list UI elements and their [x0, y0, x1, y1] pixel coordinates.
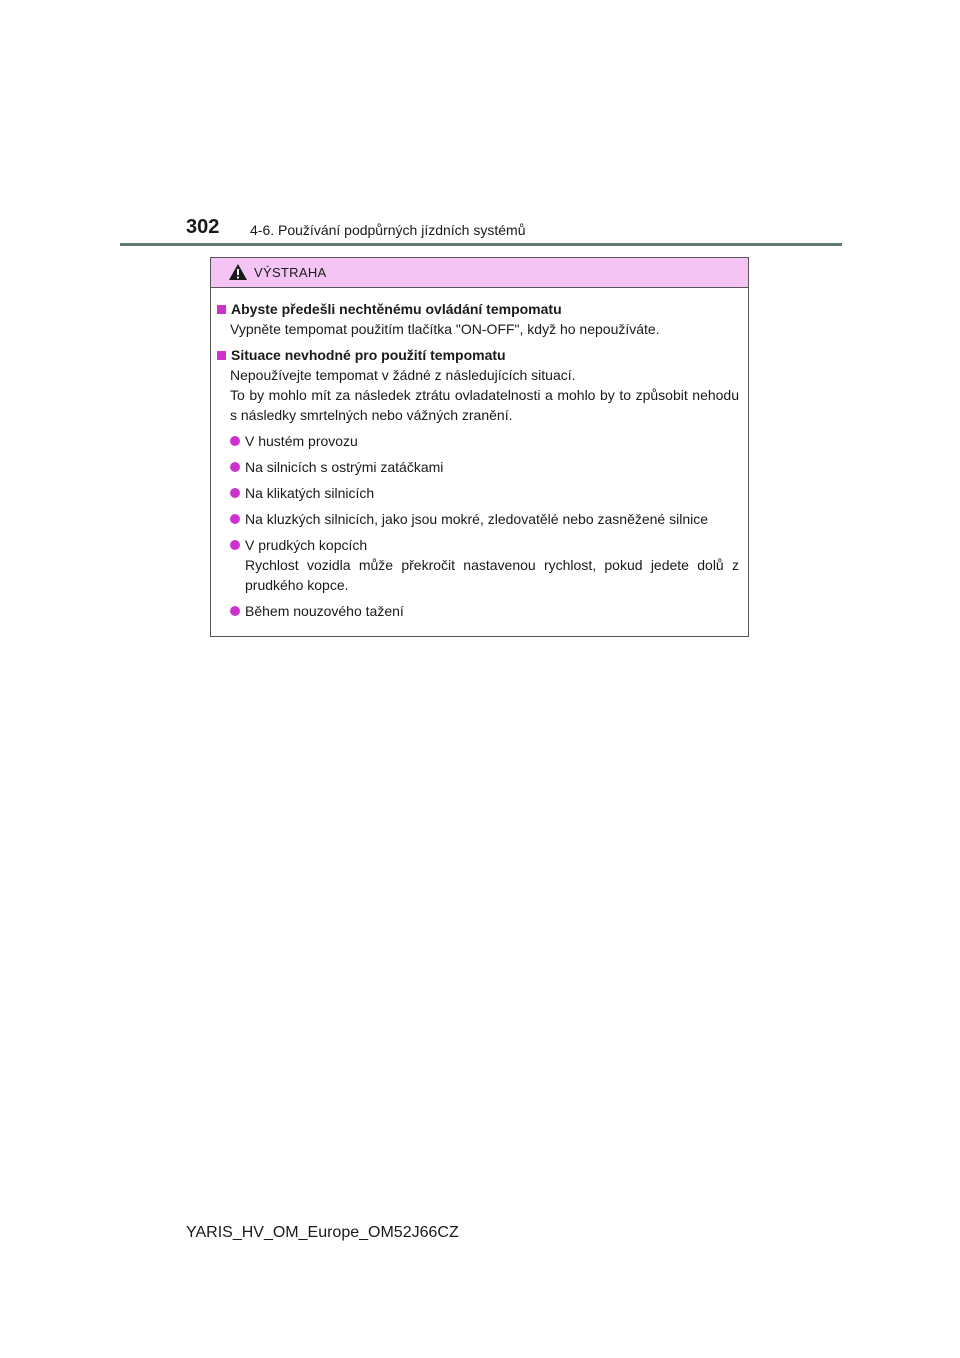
section-heading	[217, 345, 739, 365]
square-bullet-icon	[217, 351, 226, 360]
list-item-content	[245, 535, 739, 595]
warning-box	[210, 257, 749, 637]
list-item	[230, 509, 739, 529]
round-bullet-icon	[230, 606, 240, 616]
list-item	[230, 535, 739, 595]
list-item	[230, 431, 739, 451]
list-item	[230, 483, 739, 503]
warning-section	[217, 299, 739, 339]
warning-header	[211, 258, 748, 288]
section-title: 4-6. Používání podpůrných jízdních systémů	[250, 222, 526, 238]
document-id: YARIS_HV_OM_Europe_OM52J66CZ	[186, 1224, 459, 1241]
list-item	[230, 601, 739, 621]
list-item-text: Na silnicích s ostrými zatáčkami	[245, 459, 444, 475]
header-divider	[120, 243, 842, 246]
warning-triangle-icon	[228, 263, 248, 281]
round-bullet-icon	[230, 514, 240, 524]
section-heading-text: Abyste předešli nechtěnému ovládání tempomatu	[231, 301, 562, 317]
round-bullet-icon	[230, 488, 240, 498]
paragraph: To by mohlo mít za následek ztrátu ovladatelnosti a mohlo by to způsobit nehodu s následky smrtelných nebo vážných zranění.	[230, 387, 739, 423]
warning-body	[211, 288, 748, 621]
paragraph: Vypněte tempomat použitím tlačítka "ON-OFF", když ho nepoužíváte.	[230, 321, 660, 337]
paragraph: Nepoužívejte tempomat v žádné z následujících situací.	[230, 367, 576, 383]
round-bullet-icon	[230, 436, 240, 446]
list-item-text: Na klikatých silnicích	[245, 485, 375, 501]
round-bullet-icon	[230, 540, 240, 550]
page-number: 302	[186, 216, 220, 238]
warning-section	[217, 345, 739, 621]
warning-label: VÝSTRAHA	[254, 265, 327, 280]
list-item-text: V prudkých kopcích	[245, 537, 368, 553]
list-item-text: V hustém provozu	[245, 433, 358, 449]
list-item	[230, 457, 739, 477]
square-bullet-icon	[217, 305, 226, 314]
list-item-detail: Rychlost vozidla může překročit nastavenou rychlost, pokud jedete dolů z prudkého kopce.	[245, 557, 739, 593]
list-item-text: Během nouzového tažení	[245, 603, 404, 619]
section-heading-text: Situace nevhodné pro použití tempomatu	[231, 347, 506, 363]
round-bullet-icon	[230, 462, 240, 472]
list-item-text: Na kluzkých silnicích, jako jsou mokré, zledovatělé nebo zasněžené silnice	[245, 511, 709, 527]
section-heading	[217, 299, 739, 319]
